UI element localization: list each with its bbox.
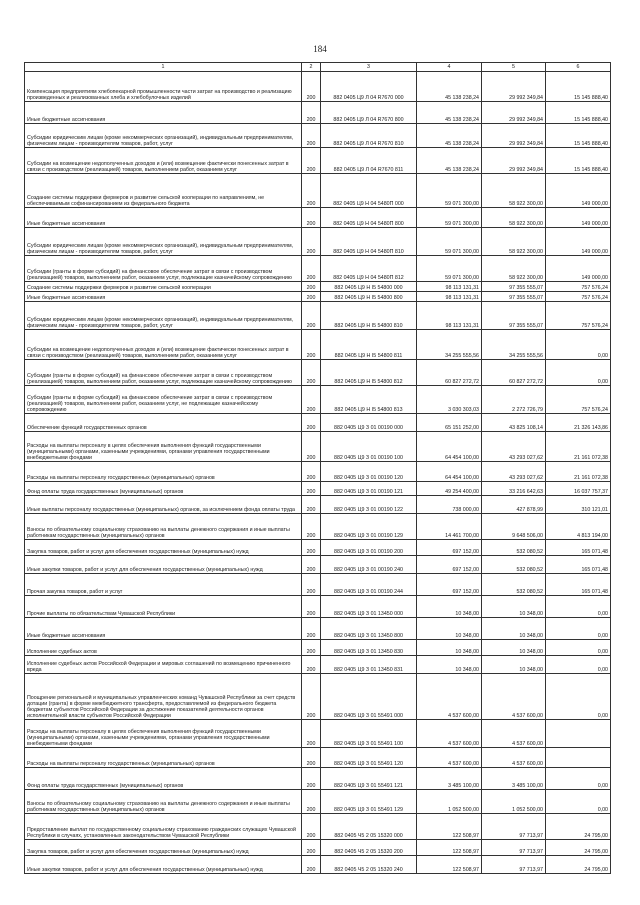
classification-code-cell: 882 0405 Ц9 Н I5 54800 000 [321,282,417,292]
table-row [25,292,611,302]
classification-code-cell: 882 0405 Ц9 Л 04 R7670 811 [321,148,417,174]
classification-code-cell: 882 0405 Ц9 З 01 00190 120 [321,462,417,482]
unexecuted-amount-cell: 4 813 194,00 [546,514,611,540]
approved-amount-cell: 4 537 600,00 [417,674,482,720]
approved-amount-cell: 45 138 238,24 [417,102,482,124]
admin-code-cell: 200 [302,330,321,360]
executed-amount-cell: 33 216 642,63 [482,482,546,496]
executed-amount-cell: 532 080,52 [482,556,546,574]
row-name-cell: Иные бюджетные ассигнования [25,292,302,302]
table-row [25,124,611,148]
approved-amount-cell: 98 113 131,31 [417,292,482,302]
table-row [25,386,611,414]
unexecuted-amount-cell: 0,00 [546,790,611,814]
executed-amount-cell: 9 648 506,00 [482,514,546,540]
approved-amount-cell: 49 254 400,00 [417,482,482,496]
row-name-cell: Расходы на выплаты персоналу государственных (муниципальных) органов [25,462,302,482]
table-row [25,228,611,256]
classification-code-cell: 882 0405 Ц9 З 01 13450 831 [321,656,417,674]
row-name-cell: Расходы на выплаты персоналу в целях обеспечения выполнения функций государственными (муниципальными) органами, казенными учреждениями, органами управления государственными внебюджетными фондами [25,432,302,462]
column-number-1: 1 [25,63,302,72]
table-row [25,640,611,656]
executed-amount-cell: 1 052 500,00 [482,790,546,814]
approved-amount-cell: 45 138 238,24 [417,124,482,148]
unexecuted-amount-cell: 21 326 143,86 [546,414,611,432]
classification-code-cell: 882 0405 Ц9 Л 04 R7670 800 [321,102,417,124]
classification-code-cell: 882 0405 Ц9 З 01 00190 000 [321,414,417,432]
admin-code-cell: 200 [302,514,321,540]
executed-amount-cell: 43 293 027,62 [482,462,546,482]
approved-amount-cell: 697 152,00 [417,540,482,556]
executed-amount-cell: 97 713,97 [482,840,546,856]
admin-code-cell: 200 [302,174,321,208]
admin-code-cell: 200 [302,72,321,102]
row-name-cell: Компенсация предприятиям хлебопекарной промышленности части затрат на производство и реализацию произведенных и реализованных хлеба и хлебобулочных изделий [25,72,302,102]
approved-amount-cell: 65 151 252,00 [417,414,482,432]
table-row [25,174,611,208]
classification-code-cell: 882 0405 Ц9 Н 04 5480П 810 [321,228,417,256]
executed-amount-cell: 97 355 555,07 [482,282,546,292]
approved-amount-cell: 4 537 600,00 [417,748,482,768]
row-name-cell: Исполнение судебных актов Российской Федерации и мировых соглашений по возмещению причиненного вреда [25,656,302,674]
executed-amount-cell: 34 255 555,56 [482,330,546,360]
row-name-cell: Иные бюджетные ассигнования [25,618,302,640]
unexecuted-amount-cell: 757 576,24 [546,302,611,330]
unexecuted-amount-cell: 21 161 072,38 [546,432,611,462]
unexecuted-amount-cell: 15 145 888,40 [546,72,611,102]
admin-code-cell: 200 [302,414,321,432]
admin-code-cell: 200 [302,574,321,596]
unexecuted-amount-cell: 0,00 [546,768,611,790]
table-row [25,432,611,462]
row-name-cell: Расходы на выплаты персоналу государственных (муниципальных) органов [25,748,302,768]
executed-amount-cell: 43 293 027,62 [482,432,546,462]
approved-amount-cell: 45 138 238,24 [417,148,482,174]
unexecuted-amount-cell: 16 037 757,37 [546,482,611,496]
row-name-cell: Субсидии на возмещение недополученных доходов и (или) возмещение фактически понесенных затрат в связи с производством (реализацией) товаров, выполнением работ, оказанием услуг [25,148,302,174]
row-name-cell: Закупка товаров, работ и услуг для обеспечения государственных (муниципальных) нужд [25,540,302,556]
admin-code-cell: 200 [302,814,321,840]
approved-amount-cell: 1 052 500,00 [417,790,482,814]
table-row [25,72,611,102]
unexecuted-amount-cell: 0,00 [546,330,611,360]
admin-code-cell: 200 [302,256,321,282]
approved-amount-cell: 10 348,00 [417,618,482,640]
unexecuted-amount-cell: 165 071,48 [546,574,611,596]
unexecuted-amount-cell: 165 071,48 [546,556,611,574]
unexecuted-amount-cell: 0,00 [546,640,611,656]
unexecuted-amount-cell: 149 000,00 [546,208,611,228]
unexecuted-amount-cell: 757 576,24 [546,282,611,292]
unexecuted-amount-cell: 757 576,24 [546,292,611,302]
admin-code-cell: 200 [302,856,321,874]
unexecuted-amount-cell: 149 000,00 [546,256,611,282]
table-row [25,768,611,790]
classification-code-cell: 882 0405 Ц9 Н I5 54800 811 [321,330,417,360]
approved-amount-cell: 59 071 300,00 [417,208,482,228]
classification-code-cell: 882 0405 Ц9 Л 04 R7670 000 [321,72,417,102]
classification-code-cell: 882 0405 Ц9 З 01 00190 122 [321,496,417,514]
table-row [25,618,611,640]
budget-execution-table [24,62,611,874]
column-number-4: 4 [417,63,482,72]
classification-code-cell: 882 0405 Ц9 З 01 00190 100 [321,432,417,462]
approved-amount-cell: 122 508,97 [417,840,482,856]
column-number-2: 2 [302,63,321,72]
approved-amount-cell: 59 071 300,00 [417,256,482,282]
executed-amount-cell: 10 348,00 [482,618,546,640]
approved-amount-cell: 122 508,97 [417,856,482,874]
approved-amount-cell: 738 000,00 [417,496,482,514]
admin-code-cell: 200 [302,462,321,482]
table-row [25,656,611,674]
admin-code-cell: 200 [302,618,321,640]
executed-amount-cell: 4 537 600,00 [482,674,546,720]
executed-amount-cell: 29 992 349,84 [482,124,546,148]
row-name-cell: Расходы на выплаты персоналу в целях обеспечения выполнения функций государственными (муниципальными) органами, казенными учреждениями, органами управления государственными внебюджетными фондами [25,720,302,748]
admin-code-cell: 200 [302,596,321,618]
column-number-3: 3 [321,63,417,72]
admin-code-cell: 200 [302,102,321,124]
table-row [25,302,611,330]
executed-amount-cell: 10 348,00 [482,656,546,674]
classification-code-cell: 882 0405 Ч5 2 05 15320 240 [321,856,417,874]
approved-amount-cell: 59 071 300,00 [417,174,482,208]
unexecuted-amount-cell: 0,00 [546,618,611,640]
admin-code-cell: 200 [302,496,321,514]
unexecuted-amount-cell: 15 145 888,40 [546,102,611,124]
approved-amount-cell: 4 537 600,00 [417,720,482,748]
approved-amount-cell: 3 030 303,03 [417,386,482,414]
unexecuted-amount-cell [546,720,611,748]
unexecuted-amount-cell: 0,00 [546,596,611,618]
column-number-header-row [25,63,611,72]
table-row [25,720,611,748]
approved-amount-cell: 45 138 238,24 [417,72,482,102]
classification-code-cell: 882 0405 Ц9 Н I5 54800 813 [321,386,417,414]
approved-amount-cell: 64 454 100,00 [417,432,482,462]
row-name-cell: Закупка товаров, работ и услуг для обеспечения государственных (муниципальных) нужд [25,840,302,856]
approved-amount-cell: 3 485 100,00 [417,768,482,790]
unexecuted-amount-cell: 21 161 072,38 [546,462,611,482]
row-name-cell: Иные выплаты персоналу государственных (муниципальных) органов, за исключением фонда оплаты труда [25,496,302,514]
executed-amount-cell: 532 080,52 [482,574,546,596]
admin-code-cell: 200 [302,720,321,748]
executed-amount-cell: 29 992 349,84 [482,72,546,102]
table-row [25,102,611,124]
admin-code-cell: 200 [302,124,321,148]
unexecuted-amount-cell: 24 795,00 [546,856,611,874]
row-name-cell: Взносы по обязательному социальному страхованию на выплаты денежного содержания и иные выплаты работникам государственных (муниципальных) органов [25,514,302,540]
row-name-cell: Предоставление выплат по государственному социальному страхованию гражданских служащих Чувашской Республики в случаях, установленных законодательством Чувашской Республики [25,814,302,840]
executed-amount-cell: 4 537 600,00 [482,720,546,748]
row-name-cell: Субсидии юридическим лицам (кроме некоммерческих организаций), индивидуальным предпринимателям, физическим лицам - производителям товаров, работ, услуг [25,124,302,148]
approved-amount-cell: 10 348,00 [417,596,482,618]
classification-code-cell: 882 0405 Ч5 2 05 15320 000 [321,814,417,840]
admin-code-cell: 200 [302,674,321,720]
unexecuted-amount-cell [546,748,611,768]
classification-code-cell: 882 0405 Ц9 З 01 00190 129 [321,514,417,540]
table-row [25,282,611,292]
row-name-cell: Иные закупки товаров, работ и услуг для обеспечения государственных (муниципальных) нужд [25,556,302,574]
admin-code-cell: 200 [302,432,321,462]
row-name-cell: Обеспечение функций государственных органов [25,414,302,432]
approved-amount-cell: 697 152,00 [417,574,482,596]
row-name-cell: Создание системы поддержки фермеров и развитие сельской кооперации [25,282,302,292]
classification-code-cell: 882 0405 Ц9 Н 04 5480П 812 [321,256,417,282]
admin-code-cell: 200 [302,208,321,228]
unexecuted-amount-cell: 0,00 [546,656,611,674]
classification-code-cell: 882 0405 Ц9 Н I5 54800 810 [321,302,417,330]
unexecuted-amount-cell: 310 121,01 [546,496,611,514]
approved-amount-cell: 59 071 300,00 [417,228,482,256]
classification-code-cell: 882 0405 Ч5 2 05 15320 200 [321,840,417,856]
approved-amount-cell: 34 255 555,56 [417,330,482,360]
executed-amount-cell: 58 922 300,00 [482,208,546,228]
unexecuted-amount-cell: 24 795,00 [546,840,611,856]
admin-code-cell: 200 [302,840,321,856]
classification-code-cell: 882 0405 Ц9 Н 04 5480П 800 [321,208,417,228]
classification-code-cell: 882 0405 Ц9 З 01 13450 830 [321,640,417,656]
row-name-cell: Взносы по обязательному социальному страхованию на выплаты денежного содержания и иные выплаты работникам государственных (муниципальных) органов [25,790,302,814]
table-row [25,596,611,618]
row-name-cell: Субсидии (гранты в форме субсидий) на финансовое обеспечение затрат в связи с производством (реализацией) товаров, выполнением работ, оказанием услуг, подлежащие казначейскому сопровождению [25,256,302,282]
column-number-6: 6 [546,63,611,72]
table-row [25,790,611,814]
admin-code-cell: 200 [302,282,321,292]
table-row [25,856,611,874]
table-row [25,256,611,282]
executed-amount-cell: 97 713,97 [482,814,546,840]
unexecuted-amount-cell: 0,00 [546,674,611,720]
approved-amount-cell: 10 348,00 [417,640,482,656]
executed-amount-cell: 4 537 600,00 [482,748,546,768]
executed-amount-cell: 58 922 300,00 [482,228,546,256]
approved-amount-cell: 98 113 131,31 [417,302,482,330]
row-name-cell: Фонд оплаты труда государственных (муниципальных) органов [25,482,302,496]
table-row [25,814,611,840]
column-number-5: 5 [482,63,546,72]
classification-code-cell: 882 0405 Ц9 З 01 55491 100 [321,720,417,748]
table-row [25,674,611,720]
admin-code-cell: 200 [302,360,321,386]
classification-code-cell: 882 0405 Ц9 З 01 13450 000 [321,596,417,618]
executed-amount-cell: 3 485 100,00 [482,768,546,790]
classification-code-cell: 882 0405 Ц9 Н I5 54800 812 [321,360,417,386]
approved-amount-cell: 122 508,97 [417,814,482,840]
classification-code-cell: 882 0405 Ц9 З 01 55491 000 [321,674,417,720]
unexecuted-amount-cell: 149 000,00 [546,174,611,208]
admin-code-cell: 200 [302,556,321,574]
row-name-cell: Исполнение судебных актов [25,640,302,656]
classification-code-cell: 882 0405 Ц9 З 01 00190 121 [321,482,417,496]
admin-code-cell: 200 [302,540,321,556]
admin-code-cell: 200 [302,482,321,496]
approved-amount-cell: 60 827 272,72 [417,360,482,386]
unexecuted-amount-cell: 757 576,24 [546,386,611,414]
executed-amount-cell: 10 348,00 [482,596,546,618]
table-row [25,540,611,556]
executed-amount-cell: 29 992 349,84 [482,148,546,174]
executed-amount-cell: 97 355 555,07 [482,292,546,302]
executed-amount-cell: 43 825 108,14 [482,414,546,432]
table-row [25,496,611,514]
unexecuted-amount-cell: 15 145 888,40 [546,124,611,148]
classification-code-cell: 882 0405 Ц9 З 01 00190 240 [321,556,417,574]
row-name-cell: Прочие выплаты по обязательствам Чувашской Республики [25,596,302,618]
table-row [25,574,611,596]
unexecuted-amount-cell: 24 795,00 [546,814,611,840]
admin-code-cell: 200 [302,292,321,302]
admin-code-cell: 200 [302,768,321,790]
executed-amount-cell: 29 992 349,84 [482,102,546,124]
admin-code-cell: 200 [302,656,321,674]
table-row [25,840,611,856]
admin-code-cell: 200 [302,790,321,814]
unexecuted-amount-cell: 0,00 [546,360,611,386]
row-name-cell: Фонд оплаты труда государственных (муниципальных) органов [25,768,302,790]
classification-code-cell: 882 0405 Ц9 З 01 55491 129 [321,790,417,814]
unexecuted-amount-cell: 165 071,48 [546,540,611,556]
page-number: 184 [313,44,327,54]
table-row [25,360,611,386]
approved-amount-cell: 10 348,00 [417,656,482,674]
table-row [25,462,611,482]
table-row [25,208,611,228]
row-name-cell: Субсидии юридическим лицам (кроме некоммерческих организаций), индивидуальным предпринимателям, физическим лицам - производителям товаров, работ, услуг [25,302,302,330]
admin-code-cell: 200 [302,302,321,330]
table-row [25,482,611,496]
executed-amount-cell: 58 922 300,00 [482,174,546,208]
classification-code-cell: 882 0405 Ц9 Н 04 5480П 000 [321,174,417,208]
row-name-cell: Субсидии на возмещение недополученных доходов и (или) возмещение фактически понесенных затрат в связи с производством (реализацией) товаров, выполнением работ, оказанием услуг [25,330,302,360]
admin-code-cell: 200 [302,386,321,414]
admin-code-cell: 200 [302,748,321,768]
approved-amount-cell: 697 152,00 [417,556,482,574]
admin-code-cell: 200 [302,148,321,174]
row-name-cell: Субсидии (гранты в форме субсидий) на финансовое обеспечение затрат в связи с производством (реализацией) товаров, выполнением работ, оказанием услуг, не подлежащие казначейскому сопровождению [25,386,302,414]
executed-amount-cell: 532 080,52 [482,540,546,556]
executed-amount-cell: 427 878,99 [482,496,546,514]
table-row [25,556,611,574]
row-name-cell: Субсидии юридическим лицам (кроме некоммерческих организаций), индивидуальным предпринимателям, физическим лицам - производителям товаров, работ, услуг [25,228,302,256]
table-row [25,330,611,360]
row-name-cell: Субсидии (гранты в форме субсидий) на финансовое обеспечение затрат в связи с производством (реализацией) товаров, выполнением работ, оказанием услуг, подлежащие казначейскому сопровождению [25,360,302,386]
classification-code-cell: 882 0405 Ц9 Л 04 R7670 810 [321,124,417,148]
table-row [25,414,611,432]
row-name-cell: Прочая закупка товаров, работ и услуг [25,574,302,596]
table-body [25,72,611,874]
row-name-cell: Поощрение региональной и муниципальных управленческих команд Чувашской Республики за счет средств дотации (гранта) в форме межбюджетного трансферта, предоставляемой из федерального бюджета бюджетам субъектов Российской Федерации за достижение показателей деятельности органов исполнительной власти субъектов Российской Федерации [25,674,302,720]
row-name-cell: Иные бюджетные ассигнования [25,208,302,228]
admin-code-cell: 200 [302,640,321,656]
admin-code-cell: 200 [302,228,321,256]
classification-code-cell: 882 0405 Ц9 Н I5 54800 800 [321,292,417,302]
unexecuted-amount-cell: 15 145 888,40 [546,148,611,174]
classification-code-cell: 882 0405 Ц9 З 01 00190 244 [321,574,417,596]
unexecuted-amount-cell: 149 000,00 [546,228,611,256]
executed-amount-cell: 97 355 555,07 [482,302,546,330]
row-name-cell: Иные закупки товаров, работ и услуг для обеспечения государственных (муниципальных) нужд [25,856,302,874]
classification-code-cell: 882 0405 Ц9 З 01 55491 120 [321,748,417,768]
executed-amount-cell: 2 272 726,79 [482,386,546,414]
approved-amount-cell: 64 454 100,00 [417,462,482,482]
approved-amount-cell: 98 113 131,31 [417,282,482,292]
row-name-cell: Иные бюджетные ассигнования [25,102,302,124]
executed-amount-cell: 10 348,00 [482,640,546,656]
table-row [25,514,611,540]
classification-code-cell: 882 0405 Ц9 З 01 00190 200 [321,540,417,556]
table-row [25,148,611,174]
approved-amount-cell: 14 461 700,00 [417,514,482,540]
classification-code-cell: 882 0405 Ц9 З 01 55491 121 [321,768,417,790]
classification-code-cell: 882 0405 Ц9 З 01 13450 800 [321,618,417,640]
table-row [25,748,611,768]
executed-amount-cell: 60 827 272,72 [482,360,546,386]
executed-amount-cell: 58 922 300,00 [482,256,546,282]
executed-amount-cell: 97 713,97 [482,856,546,874]
row-name-cell: Создание системы поддержки фермеров и развитие сельской кооперации по направлениям, не обеспечиваемым софинансированием из федерального бюджета [25,174,302,208]
